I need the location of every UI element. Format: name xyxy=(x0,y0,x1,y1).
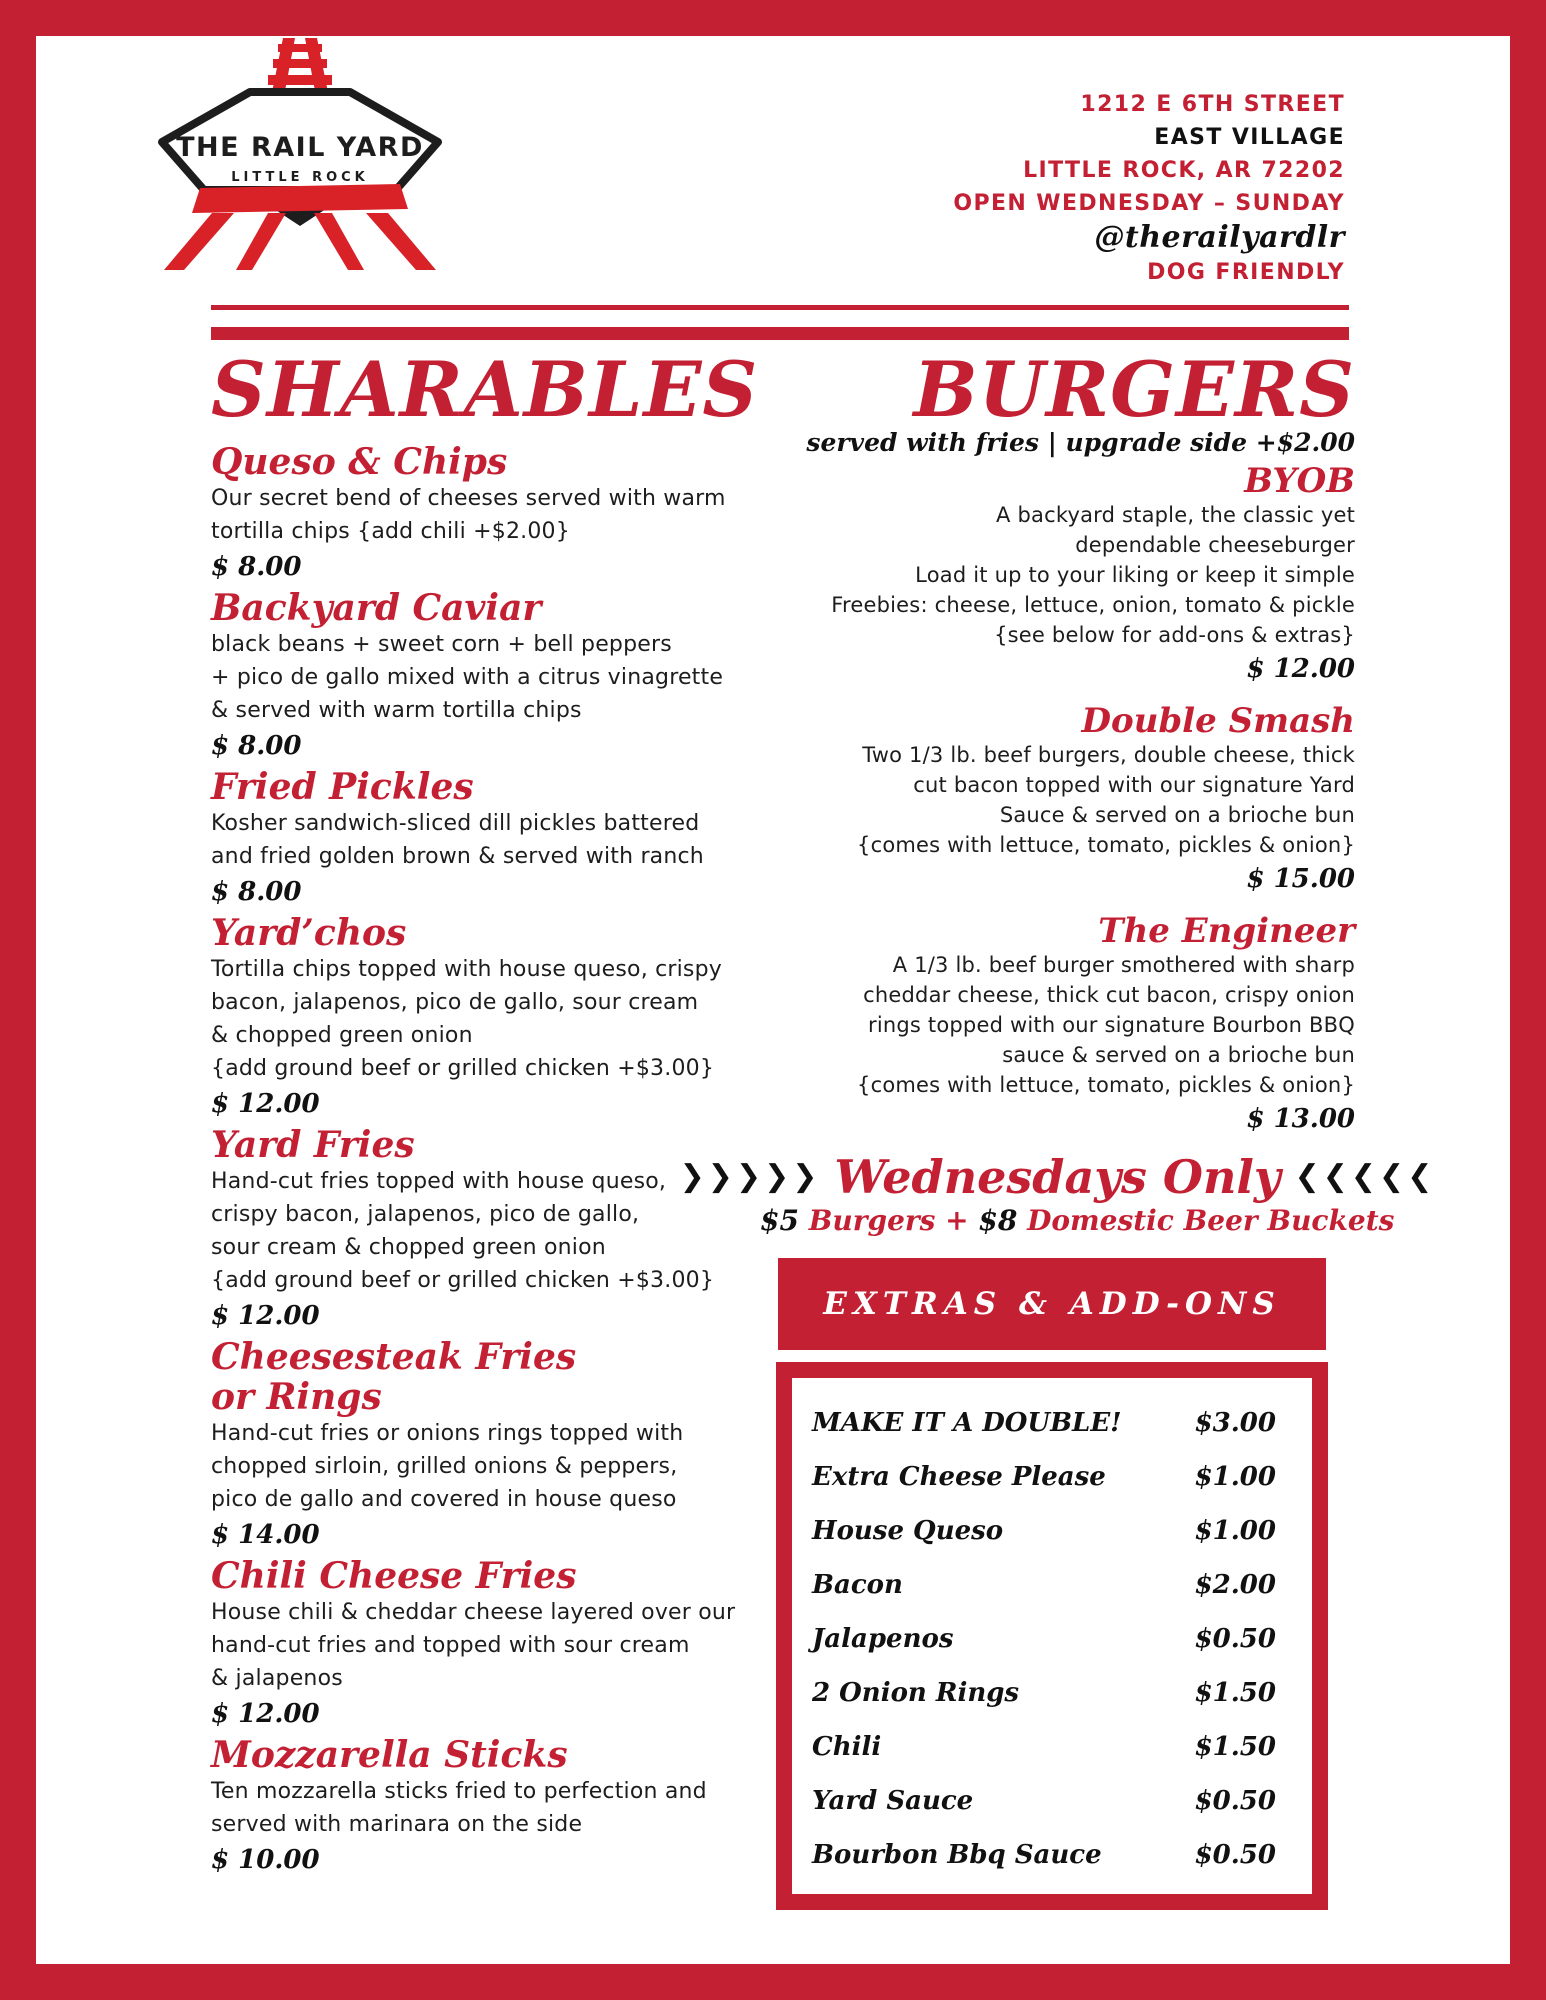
menu-item-name-line: BYOB xyxy=(1244,461,1355,501)
address-line: OPEN WEDNESDAY – SUNDAY xyxy=(953,191,1345,216)
extras-item-price: $1.50 xyxy=(1194,1678,1276,1708)
menu-item-description-line: cut bacon topped with our signature Yard xyxy=(913,773,1355,797)
menu-item xyxy=(760,912,1355,1134)
menu-item-description-line: & served with warm tortilla chips xyxy=(211,698,582,723)
menu-item-description-line: + pico de gallo mixed with a citrus vinagrette xyxy=(211,665,724,690)
menu-item-description xyxy=(211,1417,786,1516)
menu-item-description xyxy=(211,628,786,727)
extras-row xyxy=(812,1406,1276,1440)
promo-text-part: $5 xyxy=(760,1204,799,1237)
menu-item-description xyxy=(760,500,1355,650)
extras-row xyxy=(812,1838,1276,1872)
menu-item-price: $ 8.00 xyxy=(211,877,302,907)
logo-title-text: THE RAIL YARD xyxy=(176,132,424,163)
menu-item-description-line: {see below for add-ons & extras} xyxy=(994,623,1355,647)
menu-item-description-line: hand-cut fries and topped with sour cream xyxy=(211,1633,690,1658)
extras-item-price: $1.00 xyxy=(1194,1516,1276,1546)
menu-item xyxy=(760,702,1355,894)
restaurant-logo xyxy=(150,38,450,270)
promo-text-part: $8 xyxy=(978,1204,1018,1237)
menu-item-name xyxy=(760,702,1355,740)
extras-item-price: $0.50 xyxy=(1194,1840,1276,1870)
extras-item-name: 2 Onion Rings xyxy=(812,1678,1020,1708)
menu-item-description xyxy=(760,740,1355,860)
extras-item-price: $0.50 xyxy=(1194,1624,1276,1654)
menu-item-name-line: Cheesesteak Fries xyxy=(211,1336,577,1378)
address-line: LITTLE ROCK, AR 72202 xyxy=(1023,158,1345,183)
menu-item-description-line: Two 1/3 lb. beef burgers, double cheese, thick xyxy=(862,743,1355,767)
menu-item-price: $ 10.00 xyxy=(211,1845,320,1875)
menu-item-description xyxy=(211,1775,786,1841)
wednesdays-only-label: Wednesdays Only xyxy=(834,1150,1281,1204)
menu-item-name-line: or Rings xyxy=(211,1376,382,1418)
extras-row xyxy=(812,1676,1276,1710)
extras-item-name: MAKE IT A DOUBLE! xyxy=(812,1408,1122,1438)
menu-item-description-line: crispy bacon, jalapenos, pico de gallo, xyxy=(211,1202,640,1227)
menu-item-description-line: House chili & cheddar cheese layered over our xyxy=(211,1600,736,1625)
menu-item-description-line: Ten mozzarella sticks fried to perfection and xyxy=(211,1779,707,1804)
menu-item-description-line: {comes with lettuce, tomato, pickles & onion} xyxy=(857,833,1355,857)
menu-item-description xyxy=(211,953,786,1085)
menu-item-description-line: Tortilla chips topped with house queso, crispy xyxy=(211,957,722,982)
menu-item-description-line: dependable cheeseburger xyxy=(1075,533,1355,557)
menu-item-name-line: Mozzarella Sticks xyxy=(211,1734,568,1776)
extras-item-name: Extra Cheese Please xyxy=(812,1462,1106,1492)
menu-item-description-line: served with marinara on the side xyxy=(211,1812,583,1837)
extras-row xyxy=(812,1514,1276,1548)
menu-item-description-line: Hand-cut fries or onions rings topped with xyxy=(211,1421,684,1446)
menu-item-name-line: The Engineer xyxy=(1098,911,1355,951)
wednesdays-promo xyxy=(679,1150,1436,1238)
menu-item-price: $ 14.00 xyxy=(211,1520,320,1550)
menu-item-description-line: tortilla chips {add chili +$2.00} xyxy=(211,519,570,544)
extras-item-name: Yard Sauce xyxy=(812,1786,974,1816)
promo-text-part: Burgers + xyxy=(798,1204,979,1237)
address-line: DOG FRIENDLY xyxy=(1147,260,1345,285)
menu-item xyxy=(211,913,786,1119)
extras-item-name: Bacon xyxy=(812,1570,903,1600)
menu-item-name xyxy=(211,913,786,953)
menu-item-description-line: rings topped with our signature Bourbon BBQ xyxy=(868,1013,1355,1037)
address-line: EAST VILLAGE xyxy=(1154,125,1345,150)
menu-item-description-line: Our secret bend of cheeses served with warm xyxy=(211,486,726,511)
menu-item-name xyxy=(760,462,1355,500)
promo-text-part: Domestic Beer Buckets xyxy=(1017,1204,1395,1237)
menu-item-name-line: Backyard Caviar xyxy=(211,587,542,629)
menu-item-description-line: cheddar cheese, thick cut bacon, crispy onion xyxy=(863,983,1355,1007)
extras-item-price: $0.50 xyxy=(1194,1786,1276,1816)
extras-item-name: Chili xyxy=(812,1732,882,1762)
divider-line-thin xyxy=(211,305,1349,310)
extras-list xyxy=(812,1406,1276,1872)
menu-item-description xyxy=(211,482,786,548)
menu-item-name xyxy=(211,588,786,628)
rail-yard-logo-graphic xyxy=(150,38,450,270)
extras-item-price: $2.00 xyxy=(1194,1570,1276,1600)
extras-item-price: $1.50 xyxy=(1194,1732,1276,1762)
extras-box xyxy=(776,1362,1328,1910)
menu-item-price: $ 13.00 xyxy=(1246,1104,1355,1134)
menu-item-description-line: bacon, jalapenos, pico de gallo, sour cream xyxy=(211,990,699,1015)
menu-item xyxy=(211,1556,786,1729)
menu-item-description-line: A 1/3 lb. beef burger smothered with sharp xyxy=(892,953,1355,977)
menu-item-description-line: Hand-cut fries topped with house queso, xyxy=(211,1169,667,1194)
menu-item-description-line: {add ground beef or grilled chicken +$3.00} xyxy=(211,1268,715,1293)
menu-item-description xyxy=(211,1596,786,1695)
extras-item-price: $3.00 xyxy=(1194,1408,1276,1438)
menu-item-description-line: & jalapenos xyxy=(211,1666,343,1691)
extras-item-name: Jalapenos xyxy=(812,1624,954,1654)
menu-item xyxy=(211,767,786,907)
menu-item-name-line: Double Smash xyxy=(1081,701,1355,741)
menu-item-price: $ 12.00 xyxy=(211,1699,320,1729)
menu-item-description-line: black beans + sweet corn + bell peppers xyxy=(211,632,672,657)
burgers-title: BURGERS xyxy=(913,345,1355,434)
extras-banner: EXTRAS & ADD-ONS xyxy=(778,1258,1326,1350)
menu-item-name xyxy=(760,912,1355,950)
menu-item-description-line: Sauce & served on a brioche bun xyxy=(999,803,1355,827)
extras-row xyxy=(812,1568,1276,1602)
menu-item-description-line: {comes with lettuce, tomato, pickles & onion} xyxy=(857,1073,1355,1097)
menu-item-price: $ 12.00 xyxy=(211,1301,320,1331)
extras-item-name: Bourbon Bbq Sauce xyxy=(812,1840,1102,1870)
crossing-legs-icon xyxy=(164,184,436,270)
burgers-list xyxy=(760,462,1355,1134)
menu-item-description-line: & chopped green onion xyxy=(211,1023,473,1048)
menu-item xyxy=(211,588,786,761)
menu-item-name xyxy=(211,1337,786,1417)
menu-item-price: $ 8.00 xyxy=(211,731,302,761)
sharables-section xyxy=(211,345,786,1881)
extras-row xyxy=(812,1784,1276,1818)
menu-item-name-line: Yard Fries xyxy=(211,1124,415,1166)
address-line: @therailyardlr xyxy=(1094,220,1345,255)
menu-item-name-line: Yard’chos xyxy=(211,912,407,954)
burgers-section xyxy=(679,345,1436,1910)
extras-item-price: $1.00 xyxy=(1194,1462,1276,1492)
menu-item-price: $ 12.00 xyxy=(211,1089,320,1119)
menu-item-name xyxy=(211,767,786,807)
menu-item-description-line: sour cream & chopped green onion xyxy=(211,1235,606,1260)
menu-item-price: $ 8.00 xyxy=(211,552,302,582)
menu-item xyxy=(211,442,786,582)
menu-item-name-line: Queso & Chips xyxy=(211,441,508,483)
wednesdays-promo-deal xyxy=(760,1204,1395,1238)
menu-item-description-line: Load it up to your liking or keep it simple xyxy=(915,563,1355,587)
menu-item-price: $ 15.00 xyxy=(1246,864,1355,894)
wednesdays-promo-title xyxy=(679,1150,1436,1204)
extras-row xyxy=(812,1730,1276,1764)
menu-item xyxy=(760,462,1355,684)
menu-item-name-line: Chili Cheese Fries xyxy=(211,1555,577,1597)
menu-item xyxy=(211,1337,786,1550)
extras-row xyxy=(812,1460,1276,1494)
menu-item-description-line: pico de gallo and covered in house queso xyxy=(211,1487,677,1512)
menu-item-description-line: Kosher sandwich-sliced dill pickles battered xyxy=(211,811,700,836)
burgers-subtitle: served with fries | upgrade side +$2.00 xyxy=(806,428,1355,457)
menu-item-name-line: Fried Pickles xyxy=(211,766,474,808)
menu-item-name xyxy=(211,1556,786,1596)
menu-item-name xyxy=(211,1735,786,1775)
menu-item-description-line: {add ground beef or grilled chicken +$3.00} xyxy=(211,1056,715,1081)
sharables-title: SHARABLES xyxy=(211,345,759,434)
extras-row xyxy=(812,1622,1276,1656)
left-chevrons-icon: ❮❮❮❮❮ xyxy=(1294,1159,1436,1194)
logo-subtitle-text: LITTLE ROCK xyxy=(231,170,369,185)
menu-item-price: $ 12.00 xyxy=(1246,654,1355,684)
menu-item-description xyxy=(760,950,1355,1100)
divider-line-thick xyxy=(211,327,1349,340)
menu-item-description-line: Freebies: cheese, lettuce, onion, tomato & pickle xyxy=(831,593,1355,617)
menu-item-description-line: A backyard staple, the classic yet xyxy=(996,503,1355,527)
menu-item-name xyxy=(211,442,786,482)
right-chevrons-icon: ❯❯❯❯❯ xyxy=(679,1159,821,1194)
address-line: 1212 E 6TH STREET xyxy=(1080,92,1345,117)
menu-item-description xyxy=(211,807,786,873)
extras-item-name: House Queso xyxy=(812,1516,1004,1546)
menu-item-description-line: and fried golden brown & served with ranch xyxy=(211,844,704,869)
menu-item-description-line: sauce & served on a brioche bun xyxy=(1002,1043,1355,1067)
header-address-block xyxy=(953,88,1345,289)
menu-item-description-line: chopped sirloin, grilled onions & peppers, xyxy=(211,1454,678,1479)
menu-item xyxy=(211,1735,786,1875)
